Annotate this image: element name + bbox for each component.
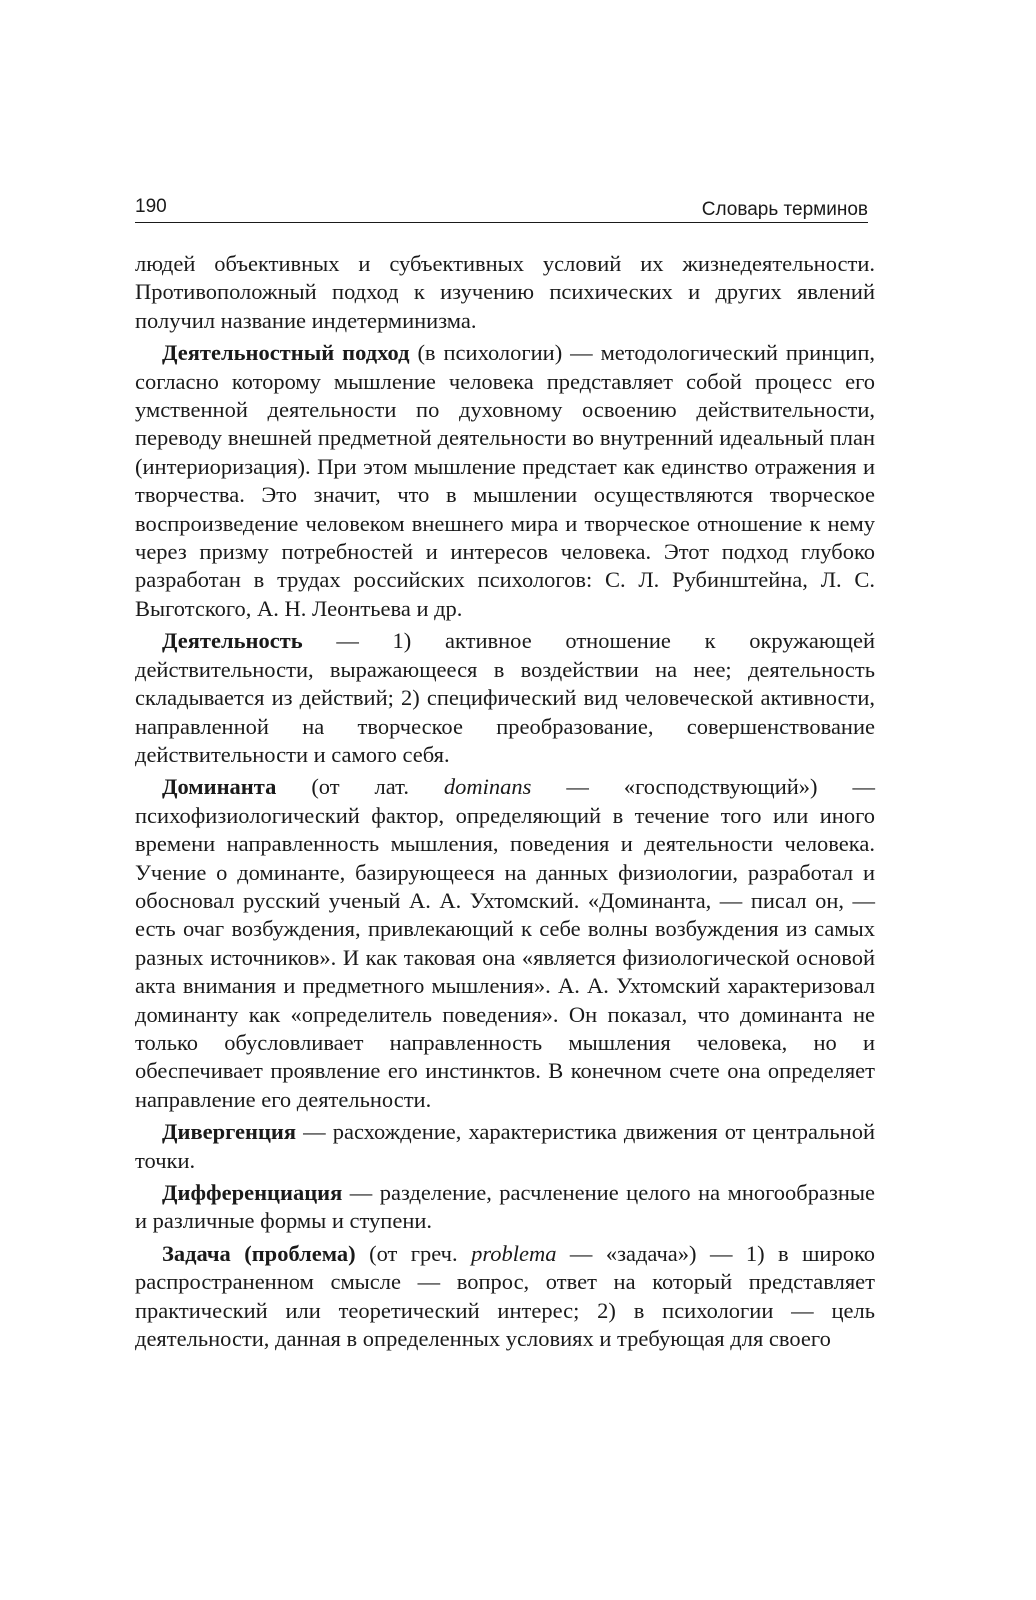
entry-dominanta — [135, 773, 875, 1114]
entry-term: Деятельность — [162, 628, 303, 654]
entry-definition-before: (от греч. — [355, 1240, 472, 1266]
entry-divergentsiya — [135, 1118, 875, 1175]
entry-definition: (в психологии) — методологический принцип, согласно которому мышление человека представляет собой процесс его умственной деятельности по духовному освоению действительности, переводу внешней предметной деятельности во внутренний идеальный план (интериоризация). При этом мышление предстает как единство отражения и творчества. Это значит, что в мышлении осуществляются творческое воспроизведение человеком внешнего мира и творческое отношение к нему через призму потребностей и интересов человека. Этот подход глубоко разработан в трудах российских психологов: С. Л. Рубинштейна, Л. С. Выготского, А. Н. Леонтьева и др. — [135, 340, 876, 621]
page-header — [135, 196, 868, 223]
entry-term: Задача (проблема) — [162, 1240, 356, 1266]
page-number: 190 — [135, 196, 167, 217]
entry-definition: — разделение, расчленение целого на многообразные и различные формы и ступени. — [135, 1180, 875, 1234]
entry-definition-after: — «господствующий») — психофизиологический фактор, определяющий в течение того или иного времени направленность мышления, поведения и деятельности человека. Учение о доминанте, базирующееся на данных физиологии, разработал и обосновал русский ученый А. А. Ухтомский. «Доминанта, — писал он, — есть очаг возбуждения, привлекающий к себе волны возбуждения из самых разных источников». И как таковая она «является физиологической основой акта внимания и предметного мышления». А. А. Ухтомский характеризовал доминанту как «определитель поведения». Он показал, что доминанта не только обусловливает направленность мышления человека, но и обеспечивает проявление его инстинктов. В конечном счете она определяет направление его деятельности. — [135, 774, 875, 1112]
entry-deyatelnostny-podhod — [135, 339, 875, 623]
dictionary-body — [135, 250, 875, 1357]
entry-zadacha — [135, 1240, 875, 1354]
entry-term: Доминанта — [162, 774, 277, 800]
entry-term: Деятельностный подход — [162, 340, 410, 366]
entry-definition-before: (от лат. — [276, 774, 444, 800]
entry-deyatelnost — [135, 627, 875, 769]
entry-definition: — 1) активное отношение к окружающей действительности, выражающееся в воздействии на нее; деятельность складывается из действий; 2) специфический вид человеческой активности, направленной на творческое преобразование, совершенствование действительности и самого себя. — [135, 628, 875, 767]
entry-foreign-word: problema — [471, 1240, 557, 1266]
running-title: Словарь терминов — [701, 199, 868, 220]
entry-definition: — расхождение, характеристика движения от центральной точки. — [135, 1119, 875, 1173]
entry-continuation: людей объективных и субъективных условий их жизнедеятельности. Противоположный подход к изучению психических и других явлений получил название индетерминизма. — [135, 251, 875, 333]
entry-differentsiatsiya — [135, 1179, 875, 1236]
entry-term: Дифференциация — [162, 1180, 343, 1205]
entry-term: Дивергенция — [162, 1119, 297, 1145]
entry-foreign-word: dominans — [443, 774, 532, 800]
entry-definition-after: — «задача») — 1) в широко распространенном смысле — вопрос, ответ на который представляет практический или теоретический интерес; 2) в психологии — цель деятельности, данная в определенных условиях и требующая для своего — [135, 1240, 875, 1352]
